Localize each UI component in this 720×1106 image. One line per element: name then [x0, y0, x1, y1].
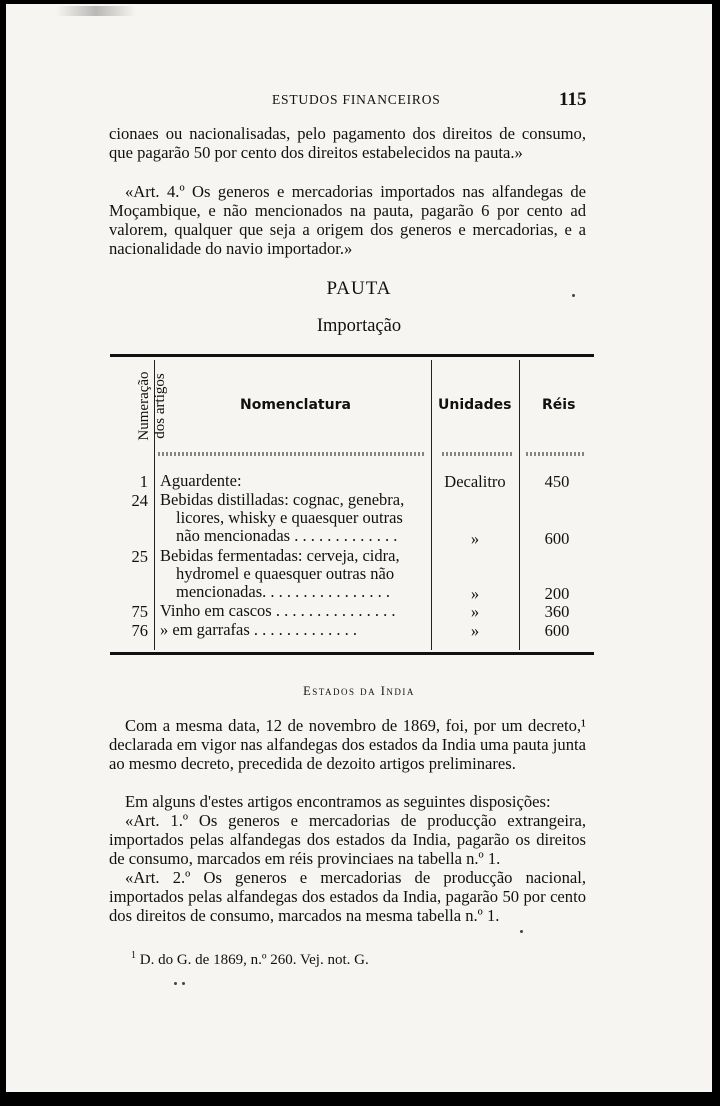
section-paragraph-2: Em alguns d'estes artigos encontramos as seguintes disposições:	[125, 792, 551, 811]
row-reis: 600	[544, 529, 570, 548]
table-top-rule	[110, 354, 594, 357]
table-bottom-rule	[110, 652, 594, 655]
header-underline	[442, 452, 512, 456]
ink-speck	[174, 982, 177, 985]
footnote-text: D. do G. de 1869, n.º 260. Vej. not. G.	[136, 952, 369, 968]
page-number: 115	[559, 89, 587, 110]
row-reis: 450	[544, 472, 570, 491]
header-numeracao	[110, 364, 168, 448]
ink-speck	[520, 930, 523, 933]
row-line: licores, whisky e quaesquer outras	[176, 508, 403, 527]
pauta-title: PAUTA	[326, 278, 392, 299]
row-reis: 600	[544, 621, 570, 640]
row-nomenclatura	[160, 602, 427, 620]
row-line: Bebidas fermentadas: cerveja, cidra,	[160, 546, 400, 565]
header-underline	[158, 452, 426, 456]
row-nomenclatura	[160, 491, 427, 545]
row-line: não mencionadas . . . . . . . . . . . . .	[176, 526, 398, 545]
row-number: 75	[131, 602, 148, 621]
header-numeracao-line1: Numeração	[136, 371, 152, 441]
header-underline	[526, 452, 586, 456]
row-nomenclatura	[160, 472, 427, 490]
row-line: Bebidas distilladas: cognac, genebra,	[160, 490, 405, 509]
row-unidade: »	[470, 621, 480, 640]
row-unidade: Decalitro	[444, 472, 506, 491]
column-divider-unidades	[519, 360, 520, 650]
row-line: mencionadas. . . . . . . . . . . . . . . .	[176, 582, 391, 601]
row-number: 24	[131, 491, 148, 510]
row-number: 25	[131, 547, 148, 566]
pauta-table	[6, 4, 712, 1092]
section-paragraph-1: Com a mesma data, 12 de novembro de 1869, foi, por um decreto,¹ declarada em vigor nas alfandegas dos estados da India uma pauta junta ao mesmo decreto, precedida de dezoito artigos preliminares.	[109, 716, 586, 773]
row-nomenclatura	[160, 621, 427, 639]
header-unidades: Unidades	[438, 397, 512, 413]
section-paragraph-4: «Art. 2.º Os generos e mercadorias de producção nacional, importados pelas alfandegas dos estados da India, pagarão 50 por cento dos direitos de consumo, marcados na mesma tabella n.º 1.	[109, 868, 586, 925]
footnote-mark: 1	[131, 950, 136, 961]
row-reis: 200	[544, 584, 570, 603]
row-unidade: »	[470, 529, 480, 548]
row-number: 1	[139, 472, 148, 491]
row-unidade: »	[470, 602, 480, 621]
intro-paragraph-1: cionaes ou nacionalisadas, pelo pagamento dos direitos de consumo, que pagarão 50 por cento dos direitos estabelecidos na pauta.»	[109, 124, 586, 162]
row-unidade: »	[470, 584, 480, 603]
section-title: Estados da India	[303, 684, 415, 698]
ink-speck	[572, 294, 575, 297]
row-line: hydromel e quaesquer outras não	[176, 564, 395, 583]
row-line: Aguardente:	[160, 471, 242, 490]
footnote	[131, 950, 369, 969]
section-paragraph-3: «Art. 1.º Os generos e mercadorias de producção extrangeira, importados pelas alfandegas dos estados da India, pagarão os direitos de consumo, marcados em réis provinciaes na tabella n.º 1.	[109, 811, 586, 868]
row-reis: 360	[544, 602, 570, 621]
header-reis: Réis	[542, 397, 576, 413]
row-line: Vinho em cascos . . . . . . . . . . . . . . .	[160, 601, 396, 620]
document-page	[6, 4, 712, 1092]
row-line: » em garrafas . . . . . . . . . . . . .	[160, 620, 358, 639]
running-title: ESTUDOS FINANCEIROS	[272, 92, 441, 107]
importacao-subtitle: Importação	[316, 316, 402, 336]
ink-speck	[182, 982, 185, 985]
header-nomenclatura: Nomenclatura	[240, 397, 351, 413]
row-nomenclatura	[160, 547, 427, 601]
row-number: 76	[131, 621, 148, 640]
intro-paragraph-2: «Art. 4.º Os generos e mercadorias importados nas alfandegas de Moçambique, e não mencionados na pauta, pagarão 6 por cento ad valorem, qualquer que seja a origem dos generos e mercadorias, e a nacionalidade do navio importador.»	[109, 182, 586, 258]
header-numeracao-line2: dos artigos	[152, 373, 168, 439]
